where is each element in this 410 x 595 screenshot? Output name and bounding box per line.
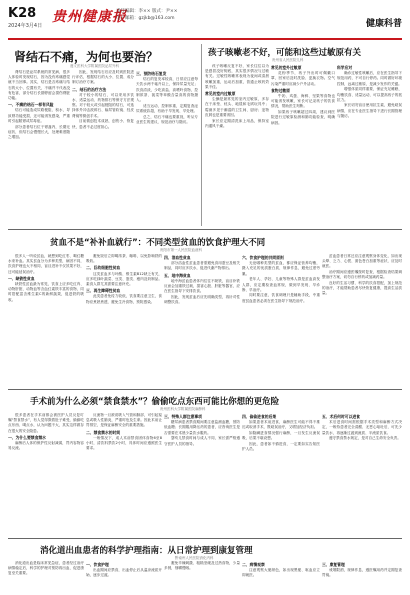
article-2-col-1: 孩子咳嗽反复不好，家长往往以为是感冒没好彻底，其实很多情况与过敏有关。过敏性咳嗽常表现为夜间或清晨咳嗽加重，运动后加重，普通止咳药效果不佳。 常见的室内过敏原 尘螨是最常见的室内过敏原，多存在于床垫、枕头、地毯和毛绒玩具中；霉菌多见于潮湿的卫生间、厨房；宠物皮屑也是重要诱因。 家长应定期清洗床上用品，保持室内通风干燥。 xyxy=(205,64,269,128)
article-1-col-2: 因此，发现结石后应及时到医院进行评估，根据结石的大小、位置、成分制订治疗方案。 二、结石的治疗方法 对于较小的结石，可以采用多饮水、适量运动、药物排石等保守方法观察。对于较大或引起梗阻的结石，可选择体外冲击波碎石、输尿管软镜、经皮肾镜等微创手术。 目前微创技术成熟，创伤小、恢复快，患者不必过度担心。 xyxy=(72,70,134,129)
section-divider-3 xyxy=(8,538,402,539)
article-4-title: 手术前为什么必须“禁食禁水”？偷偷吃点东西可能比你想的更危险 xyxy=(30,397,280,407)
article-5-col-2: 一、饮食护理 出血期间应禁食，出血停止后从温凉流质开始，逐步过渡。 xyxy=(86,562,162,578)
article-4-col-5: 五、术后何时可以进食 术后进食时间需根据手术类型和麻醉方式决定，一般待患者完全清醒、无恶心呕吐后，可先少量饮水，再逐渐过渡到流质、半流质饮食。 遵守禁食禁水规定，是对自己生命安全负责。 xyxy=(322,414,402,441)
article-1-col-1: 肾结石是泌尿系统的常见病，很多人体检时发现结石，因为没有疼痛感觉就不当回事。其实，结石是否疼痛与结石的大小、位置有关，不痛并不代表没有危害，部分结石长期停留会损伤肾脏功能。 一、不痛的结石一样有风险 结石可能造成尿路梗阻、积水，导致肾功能受损，还可能诱发感染，严重时引起脓肾或尿毒症。 部分患者结石位于肾盏内，长期无症状，但结石会慢慢长大，处理难度随之增加。 xyxy=(8,70,70,139)
article-5-col-5: 三、康复管理 戒烟限酒，规律作息，遵医嘱用药并定期复查胃镜。 xyxy=(322,562,402,578)
article-5-byline: 黔南州人民医院消化内科 xyxy=(175,556,214,560)
article-5-col-3: 避免辛辣刺激、粗糙坚硬及过热食物，少量多餐，细嚼慢咽。 xyxy=(164,561,240,571)
masthead xyxy=(8,4,402,38)
article-4-col-1: 很多患者在手术前都会被医护人员反复叮嘱“禁食禁水”，有人觉得饿着肚子难受，偷偷吃点东西、喝点水，认为问题不大，其实这样做存在很大的安全隐患。 一、为什么要禁食禁水 麻醉后人体的保护性反射减弱，胃内容物容易反流。 xyxy=(8,413,84,451)
article-2-col-3: 科学应对 确诊过敏性咳嗽后，应在医生指导下规范用药，不可自行停药。同时做好环境控制，远离过敏原，是减少发作的关键。 增强体质同样重要，保证充足睡眠、均衡饮食、适量运动，可以提高孩子的抵抗力。 家长切勿盲目使用抗生素，避免耽误病情，应在专业医生指导下进行长期管理与随访。 xyxy=(337,65,402,118)
article-5-title: 消化道出血患者的科学护理指南：从日常护理到康复管理 xyxy=(40,546,253,556)
article-5-col-4: 二、病情观察 注意观察大便颜色，如出现黑便、呕血应立即就医。 xyxy=(242,562,320,578)
article-3-col-3: 四、溶血性贫血 部分溶血性贫血患者需避免食用蚕豆及相关制品，同时应多饮水，促进代谢产物排出。 五、地中海贫血 地中海贫血患者体内往往不缺铁，盲目补铁反而会加重铁过载，损害心脏、肝脏等器官，应在医生指导下安排饮食。 因此，发现贫血后应先明确类型，再针对性调整饮食。 xyxy=(164,255,240,305)
article-4-col-2: 反流物一旦被误吸入气管和肺部，可引起窒息或吸入性肺炎，严重时危及生命。因此术前让胃排空，是保证麻醉安全的重要措施。 二、禁食禁水的时间 一般情况下，成人术前禁食固体食物6至8小时，清饮料禁饮2小时，具体时间应遵照医生要求。 xyxy=(86,413,162,451)
section-divider-1 xyxy=(8,229,402,230)
editor-info xyxy=(116,8,178,22)
page-number: K28 xyxy=(8,6,37,21)
section-divider-2 xyxy=(8,389,402,390)
article-2-title: 孩子咳嗽老不好，可能和这些过敏原有关 xyxy=(208,48,362,58)
article-3-col-5: 贫血患者日常还应注意观察身体变化，如出现头晕、乏力、心慌、面色苍白加重等症状，应及时就医。 治疗期间应遵医嘱按时复查，根据检查结果调整治疗方案，切勿自行停药或加减药量。 良好的生活习惯、科学的饮食搭配，加上规范的治疗，才能帮助患者尽快恢复健康，提高生活质量。 xyxy=(322,254,402,296)
article-5-col-1: 消化道出血是临床常见急症，患者经过治疗病情稳定后，科学的护理对预防再出血、促进康复至关重要。 xyxy=(8,561,84,576)
newspaper-logo: 贵州健康报 xyxy=(52,9,127,25)
article-1-col-3: 三、预防结石复发 结石的复发率较高，日常应注意每天饮水两千毫升以上，保持尿量充足；饮食清淡，少吃高盐、高嘌呤食物，控制浓茶、菠菜等草酸含量高的食物摄入。 适当运动，控制体重，定期复查泌尿系统彩超，有助于早发现、早处理。 总之，结石不痛也要重视，听从专业医生的建议，规范治疗与随访。 xyxy=(136,71,198,124)
article-2-col-2: 常见的室外过敏原 花粉季节，孩子外出时可佩戴口罩，回家后及时洗脸、更换衣物。空气污染严重时应减少户外活动。 食物过敏原 牛奶、鸡蛋、海鲜、坚果等食物也可能诱发咳嗽，家长可记录孩子的饮食情况，帮助医生判断。 如果孩子咳嗽超过四周，建议到医院进行过敏原检测和肺功能检查，明确病因。 xyxy=(271,65,335,125)
article-4-col-3: 三、特殊人群注意事项 糖尿病患者禁食期间要注意监测血糖，预防低血糖；长期服用降压药的患者，应咨询医生是否需要在术晨少量饮水服药。 婴幼儿禁食时间与成人不同，家长需严格遵守医护人员的指导。 xyxy=(164,414,240,446)
article-4-byline: 贵州医科大学附属医院麻醉科 xyxy=(160,407,206,411)
article-3-byline: 贵阳市第一人民医院血液科 xyxy=(160,248,202,252)
editor-line-1: 责任编辑：李×× 版式：尹×× xyxy=(116,9,178,14)
article-3-col-4: 六、饮食护理的共同原则 无论哪种类型的贫血，都应保证营养均衡，摄入充足的优质蛋白质，规律作息，避免过度劳累。 老年人、孕妇、儿童等特殊人群是贫血高发人群，应定期检查血常规，做到早发现、早诊断、早治疗。 同时要注意，饮食调理只是辅助手段，中重度贫血患者必须在医生指导下规范治疗。 xyxy=(242,255,320,303)
article-3-col-2: 避免饭后立即喝浓茶、咖啡，以免影响铁的吸收。 二、巨幼细胞性贫血 这类贫血多与叶酸、维生素B12缺乏有关，应多吃绿叶蔬菜、豆类、蛋类、瘦肉及奶制品。素食人群尤其需要注意补充。 三、再生障碍性贫血 此类患者免疫力较低，饮食要注意卫生，食物应煮熟煮透，避免生冷食物，预防感染。 xyxy=(86,254,162,304)
article-3-title: 贫血不是“补补血就行”：不同类型贫血的饮食护理大不同 xyxy=(50,238,266,248)
article-3-col-1: 很多人一听说贫血，就想到吃红枣、喝红糖水来补血。其实贫血分为多种类型，病因不同，饮食护理也大不相同，盲目进补不仅效果不好，还可能延误治疗。 一、缺铁性贫血 缺铁性贫血最为常见，饮食上应多吃红肉、动物肝脏、动物血等含血红素铁丰富的食物，同时搭配富含维生素C的新鲜蔬果，促进铁的吸收。 xyxy=(8,254,84,302)
article-2-byline: 贵州省人民医院儿科 xyxy=(272,58,304,62)
article-4-col-4: 四、偷偷进食的后果 如果患者术前进食，麻醉医生可能不得不推迟或取消手术，既耽误治疗，又增加经济负担。 如隐瞒进食情况强行麻醉，一旦发生反流误吸，后果不堪设想。 因此，患者如不慎进食，一定要如实告知医护人员。 xyxy=(242,414,320,452)
issue-date: 2024年3月4日 xyxy=(8,23,43,29)
editor-line-2: 电子邮箱：gzjkb@163.com xyxy=(116,16,175,21)
masthead-rule xyxy=(8,38,402,40)
article-1-byline: 遵义医科大学附属医院泌尿外科 xyxy=(70,64,119,68)
section-title: 健康科普 xyxy=(365,19,402,29)
column-divider xyxy=(201,44,202,226)
article-1-title: 肾结石不痛，为何也要治？ xyxy=(14,50,159,64)
